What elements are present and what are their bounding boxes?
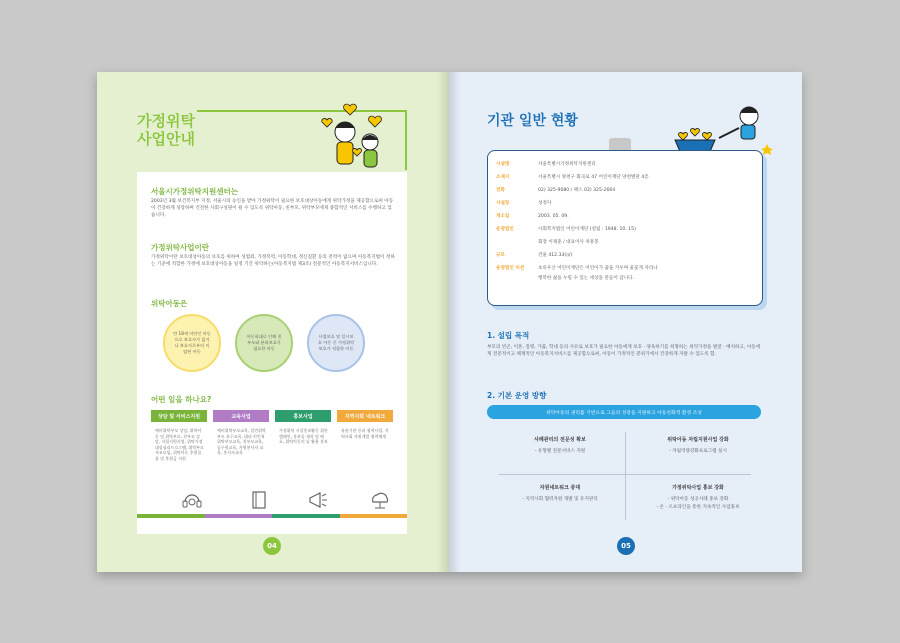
category-promotion: 홍보사업 xyxy=(275,410,331,422)
left-title-line1: 가정위탁 xyxy=(137,112,195,130)
foster-program-text: 가정위탁이란 보호대상아동의 보호를 위하여 성범죄, 가정폭력, 아동학대, 정신질환 등의 전력이 없으며 아동복지법이 정하는 기준에 적합한 가정에 보호대상아동을 일정 기간 위탁하는(아동복지법 제3조) 전문적인 아동복지서비스입니다. xyxy=(151,255,395,267)
institution-info-box: 시설명 서울특별시가정위탁지원센터 소재지 서울특별시 양천구 화곡로 47 어린이재단 양천별관 4층 전화 02) 325-9080 / 팩스 02) 325-2664 시설장 성정자 개소일 2003. 05. 09. 운영법인 사회복지법인 어린이재단 (설립 : 1948. 10. 15) 회장 이제훈 / 대표이사 차흥봉 규모 건물 412.33(㎡) 운영법인 미션 초록우산 어린이재단은 어린이가 꿈을 키우며 울꽃게 자라나 행복한 삶을 누릴 수 있는 세상을 만들어 갑니다. xyxy=(487,150,763,306)
foster-child-circle-1: 만 18세 미만인 아동으로 보호자가 없거나 보호자로부터 이탈된 아동 xyxy=(163,314,221,372)
section-title-foster-children: 위탁아동은 xyxy=(151,299,188,308)
quadrant-1-line: - 유형별 전문서비스 지원 xyxy=(534,449,586,454)
quadrant-3-line: - 지역사회 협력자원 개발 및 유지관리 xyxy=(522,497,598,502)
headset-icon xyxy=(181,490,203,510)
left-content-card xyxy=(137,172,407,534)
quadrant-1-title: 사례관리의 전문성 확보 xyxy=(534,437,586,443)
center-intro-text: 2003년 3월 보건복지부 지정, 서울시의 승인을 받아 가정위탁이 필요한 보호대상아동에게 위탁가정을 제공함으로써 아동이 건강하게 성장하며 건전한 사회구성원이 될 수 있도록 위탁아동, 친부모, 위탁부모에게 종합적인 서비스를 수행하고 있습니다. xyxy=(151,199,394,218)
section-title-direction: 2. 기본 운영 방향 xyxy=(487,391,547,400)
quadrant-4-line-1: - 위탁아동 성공사례 홍보 강화 xyxy=(667,497,729,502)
category-counseling-items: 예비위탁부모 상담, 위탁아동 및 위탁부모, 친부모 상담, 자립지원사업, 위탁가정 대상심리프로그램, 위탁부모자조모임, 위탁아동 후원물품 및 후원금 지원 xyxy=(155,428,204,461)
purpose-text: 부모의 빈곤, 이혼, 질병, 가출, 학대 등의 사유로 보호가 필요한 아동에게 보호 · 양육하기를 희망하는 위탁가정을 발굴 · 배치하고, 아동에게 전문적이고 체계적인 아동복지서비스를 제공함으로써, 아동이 가정적인 분위기에서 건강하게 자랄 수 있도록 함. xyxy=(487,345,761,357)
category-counseling: 상담 및 서비스지원 xyxy=(151,410,207,422)
left-page xyxy=(97,72,449,572)
category-education: 교육사업 xyxy=(213,410,269,422)
section-title-activities: 어떤 일을 하나요? xyxy=(151,395,212,404)
category-network: 지역사회 네트워크 xyxy=(337,410,393,422)
left-title-line2: 사업안내 xyxy=(137,130,195,148)
section-title-purpose: 1. 설립 목적 xyxy=(487,331,530,340)
quadrant-2-title: 위탁아동 자립지원사업 강화 xyxy=(667,437,729,443)
category-education-items: 예비위탁부모교육, 일반위탁부모 보수교육, 대리·친인척위탁부모교육, 친부모교육, 공무원교육, 자원봉사자 교육, 홍사자교육 xyxy=(217,428,266,456)
quadrant-divider-vertical xyxy=(625,432,626,520)
quadrant-divider-horizontal xyxy=(499,474,751,475)
section-title-foster-program: 가정위탁사업이란 xyxy=(151,243,209,252)
megaphone-icon xyxy=(307,490,329,510)
category-network-items: 유관기관 등과 협력사업, 지역사회 자원개발 협력체계 xyxy=(341,428,389,439)
right-title: 기관 일반 현황 xyxy=(487,113,578,129)
right-page xyxy=(449,72,802,572)
category-promotion-items: 가정위탁 시설홍보활동 위한 캠페인, 홍보물 제작 및 배포, 위탁아동의 날 활용 홍보 xyxy=(279,428,328,445)
category-color-bar xyxy=(137,514,407,518)
foster-child-circle-3: 사업보호 및 일시보호 아동 중 가정위탁보호가 적합한 아동 xyxy=(307,314,365,372)
page-number-left: 04 xyxy=(263,537,281,555)
brochure-spread xyxy=(97,72,802,572)
spine-shadow xyxy=(437,72,461,572)
book-icon xyxy=(251,490,267,510)
quadrant-3-title: 자원네트워크 증대 xyxy=(539,485,581,491)
page-number-right: 05 xyxy=(617,537,635,555)
network-icon xyxy=(369,490,391,510)
kids-hearts-illustration xyxy=(315,98,405,178)
quadrant-4-title: 가정위탁사업 홍보 강화 xyxy=(672,485,724,491)
foster-child-circle-2: 아동학대로 인해 친부모와 분리보호가 필요한 아동 xyxy=(235,314,293,372)
quadrant-2-line: - 자립역량강화프로그램 실시 xyxy=(669,449,727,454)
direction-banner: 위탁아동의 권리를 기반으로 그들의 성장을 지원하고 아동친화적 환경 조성 xyxy=(487,405,761,419)
quadrant-4-line-2: - 온 · 오프라인을 통한 지속적인 사업홍보 xyxy=(656,505,740,510)
section-title-center-intro: 서울시가정위탁지원센터는 xyxy=(151,187,238,196)
